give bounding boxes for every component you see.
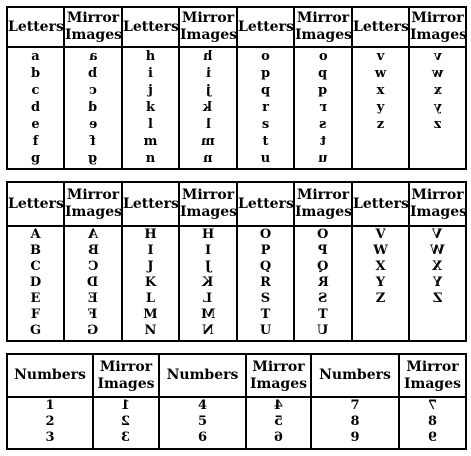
lowercase-mirror-table: [6, 6, 467, 170]
char: w: [374, 66, 387, 81]
mirror-glyph: [94, 414, 158, 430]
char: J: [147, 259, 154, 274]
glyph: [353, 243, 408, 259]
mirror-char: 4: [273, 398, 284, 413]
mirror-char: c: [89, 83, 97, 98]
mirror-glyph: [180, 307, 236, 323]
glyph: [238, 275, 293, 291]
mirror-char: R: [317, 275, 329, 290]
mirror-glyph: [180, 275, 236, 291]
char: K: [144, 275, 157, 290]
char: S: [260, 291, 271, 306]
mirror-glyph: [400, 430, 465, 446]
glyph: [123, 227, 178, 243]
header-numbers: Numbers: [159, 354, 246, 397]
char: 6: [197, 430, 208, 445]
mirror-char: n: [203, 151, 213, 166]
mirror-glyph: [65, 227, 121, 243]
mirror-char: C: [87, 259, 99, 274]
header-mirror-images: Mirror Images: [246, 354, 311, 397]
char: a: [31, 49, 40, 64]
char: r: [262, 100, 269, 115]
char: V: [375, 227, 386, 242]
mirror-glyph: [410, 65, 465, 82]
char: i: [148, 66, 153, 81]
char: L: [145, 291, 156, 306]
mirror-char: 7: [427, 398, 438, 413]
mirror-glyph: [65, 48, 121, 65]
char: d: [30, 100, 41, 115]
header-letters: Letters: [7, 7, 64, 47]
mirror-glyph: [295, 243, 351, 259]
mirror-char: F: [88, 307, 98, 322]
numbers-mirror-table: [6, 353, 467, 450]
mirror-glyph: [247, 414, 310, 430]
char: 2: [45, 414, 55, 429]
mirror-char: 8: [427, 414, 438, 429]
char: q: [260, 83, 271, 98]
mirror-glyph: [295, 116, 351, 133]
mirror-char: o: [318, 49, 328, 64]
mirror-glyph: [400, 398, 465, 414]
mirror-glyph: [65, 116, 121, 133]
glyph: [353, 99, 408, 116]
mirror-char: d: [88, 100, 98, 115]
char: C: [30, 259, 41, 274]
mirror-glyph: [180, 99, 236, 116]
header-mirror-images: Mirror Images: [399, 354, 466, 397]
glyph: [353, 65, 408, 82]
mirror-char: M: [200, 307, 216, 322]
glyph: [8, 48, 63, 65]
mirror-column: [399, 397, 466, 449]
glyph: [8, 227, 63, 243]
char: G: [29, 323, 42, 338]
mirror-column: [64, 226, 122, 341]
mirror-char: E: [88, 291, 98, 306]
mirror-char: j: [205, 83, 211, 98]
glyph: [8, 398, 92, 414]
char: W: [373, 243, 388, 258]
mirror-char: a: [88, 49, 98, 64]
char: o: [261, 49, 270, 64]
char: H: [144, 227, 157, 242]
mirror-column: [179, 226, 237, 341]
mirror-char: b: [88, 66, 98, 81]
mirror-glyph: [295, 65, 351, 82]
glyph: [123, 48, 178, 65]
mirror-glyph: [410, 259, 465, 275]
char: m: [143, 134, 158, 149]
mirror-char: 6: [273, 430, 284, 445]
glyph: [353, 48, 408, 65]
mirror-char: W: [430, 243, 445, 258]
mirror-char: x: [433, 83, 442, 98]
glyph: [238, 150, 293, 167]
header-mirror-images: Mirror Images: [64, 7, 122, 47]
header-letters: Letters: [122, 7, 179, 47]
mirror-glyph: [65, 323, 121, 339]
mirror-glyph: [65, 275, 121, 291]
header-letters: Letters: [352, 7, 409, 47]
char: y: [376, 100, 385, 115]
char: 8: [350, 414, 360, 429]
mirror-glyph: [180, 48, 236, 65]
mirror-glyph: [295, 291, 351, 307]
mirror-glyph: [247, 398, 310, 414]
glyph: [8, 133, 63, 150]
glyph: [123, 99, 178, 116]
letters-column: [352, 226, 409, 341]
mirror-char: Q: [317, 259, 329, 274]
mirror-glyph: [410, 275, 465, 291]
char: l: [148, 117, 153, 132]
mirror-char: 3: [121, 430, 131, 445]
letters-column: [237, 226, 294, 341]
header-mirror-images: Mirror Images: [294, 182, 352, 226]
glyph: [8, 82, 63, 99]
letters-column: [352, 47, 409, 169]
glyph: [123, 65, 178, 82]
glyph: [123, 133, 178, 150]
char: F: [30, 307, 41, 322]
mirror-glyph: [65, 243, 121, 259]
letters-column: [7, 226, 64, 341]
glyph: [238, 48, 293, 65]
mirror-char: y: [433, 100, 442, 115]
mirror-glyph: [295, 150, 351, 167]
char: c: [31, 83, 40, 98]
numbers-column: [311, 397, 399, 449]
mirror-char: H: [201, 227, 215, 242]
glyph: [353, 116, 408, 133]
glyph: [238, 65, 293, 82]
char: g: [30, 151, 41, 166]
mirror-char: h: [203, 49, 213, 64]
mirror-glyph: [180, 65, 236, 82]
mirror-char: L: [203, 291, 213, 306]
char: 3: [45, 430, 55, 445]
header-mirror-images: Mirror Images: [93, 354, 159, 397]
char: B: [30, 243, 41, 258]
mirror-char: Y: [432, 275, 443, 290]
mirror-char: g: [88, 151, 98, 166]
header-mirror-images: Mirror Images: [294, 7, 352, 47]
mirror-glyph: [180, 243, 236, 259]
mirror-glyph: [295, 307, 351, 323]
glyph: [123, 82, 178, 99]
mirror-char: X: [432, 259, 443, 274]
mirror-glyph: [410, 227, 465, 243]
mirror-char: I: [204, 243, 212, 258]
mirror-char: K: [202, 275, 214, 290]
char: s: [261, 117, 270, 132]
mirror-glyph: [295, 275, 351, 291]
mirror-glyph: [65, 65, 121, 82]
mirror-char: p: [318, 66, 328, 81]
mirror-glyph: [94, 430, 158, 446]
header-mirror-images: Mirror Images: [409, 182, 466, 226]
mirror-glyph: [295, 323, 351, 339]
char: N: [144, 323, 157, 338]
mirror-glyph: [400, 414, 465, 430]
glyph: [123, 323, 178, 339]
char: Q: [259, 259, 272, 274]
mirror-glyph: [94, 398, 158, 414]
glyph: [8, 65, 63, 82]
uppercase-mirror-table: [6, 181, 467, 342]
char: O: [259, 227, 272, 242]
mirror-glyph: [410, 291, 465, 307]
header-letters: Letters: [122, 182, 179, 226]
glyph: [312, 430, 398, 446]
header-numbers: Numbers: [7, 354, 93, 397]
glyph: [123, 291, 178, 307]
mirror-glyph: [410, 48, 465, 65]
glyph: [8, 307, 63, 323]
char: b: [30, 66, 41, 81]
char: v: [376, 49, 385, 64]
mirror-char: f: [90, 134, 96, 149]
letters-column: [237, 47, 294, 169]
glyph: [353, 291, 408, 307]
numbers-column: [7, 397, 93, 449]
mirror-glyph: [65, 150, 121, 167]
glyph: [8, 414, 92, 430]
glyph: [160, 398, 245, 414]
glyph: [238, 227, 293, 243]
glyph: [160, 414, 245, 430]
char: 1: [45, 398, 55, 413]
header-mirror-images: Mirror Images: [179, 7, 237, 47]
mirror-char: D: [87, 275, 99, 290]
glyph: [238, 243, 293, 259]
mirror-char: J: [204, 259, 212, 274]
char: Y: [375, 275, 386, 290]
mirror-glyph: [65, 82, 121, 99]
letters-column: [7, 47, 64, 169]
mirror-column: [294, 226, 352, 341]
mirror-glyph: [65, 133, 121, 150]
glyph: [312, 398, 398, 414]
char: 9: [350, 430, 360, 445]
char: E: [30, 291, 41, 306]
mirror-char: A: [87, 227, 99, 242]
mirror-glyph: [180, 133, 236, 150]
mirror-char: l: [205, 117, 211, 132]
mirror-char: z: [433, 117, 442, 132]
mirror-char: k: [203, 100, 213, 115]
mirror-char: V: [432, 227, 443, 242]
char: 5: [197, 414, 208, 429]
mirror-char: 2: [121, 414, 131, 429]
mirror-column: [179, 47, 237, 169]
glyph: [123, 259, 178, 275]
mirror-glyph: [295, 259, 351, 275]
char: U: [259, 323, 272, 338]
mirror-glyph: [180, 291, 236, 307]
glyph: [8, 275, 63, 291]
glyph: [238, 307, 293, 323]
header-letters: Letters: [237, 182, 294, 226]
char: X: [375, 259, 386, 274]
mirror-char: B: [87, 243, 99, 258]
mirror-column: [64, 47, 122, 169]
char: T: [260, 307, 271, 322]
mirror-glyph: [180, 82, 236, 99]
char: D: [29, 275, 42, 290]
header-mirror-images: Mirror Images: [409, 7, 466, 47]
mirror-char: m: [201, 134, 215, 149]
char: f: [32, 134, 39, 149]
char: t: [262, 134, 269, 149]
numbers-column: [159, 397, 246, 449]
letters-column: [122, 226, 179, 341]
char: k: [145, 100, 155, 115]
char: h: [145, 49, 156, 64]
glyph: [123, 307, 178, 323]
mirror-column: [246, 397, 311, 449]
header-letters: Letters: [237, 7, 294, 47]
mirror-char: T: [318, 307, 328, 322]
mirror-glyph: [180, 259, 236, 275]
glyph: [353, 259, 408, 275]
mirror-char: i: [205, 66, 211, 81]
glyph: [8, 243, 63, 259]
mirror-char: w: [431, 66, 444, 81]
mirror-char: r: [319, 100, 327, 115]
mirror-glyph: [180, 323, 236, 339]
glyph: [8, 99, 63, 116]
mirror-glyph: [410, 82, 465, 99]
char: n: [145, 151, 156, 166]
mirror-glyph: [295, 48, 351, 65]
char: A: [30, 227, 41, 242]
mirror-char: P: [318, 243, 328, 258]
mirror-char: 5: [273, 414, 284, 429]
glyph: [8, 291, 63, 307]
char: I: [147, 243, 154, 258]
header-mirror-images: Mirror Images: [179, 182, 237, 226]
char: x: [376, 83, 385, 98]
char: P: [260, 243, 271, 258]
mirror-char: G: [87, 323, 99, 338]
mirror-char: Z: [432, 291, 443, 306]
char: z: [376, 117, 385, 132]
glyph: [353, 275, 408, 291]
mirror-glyph: [295, 82, 351, 99]
glyph: [160, 430, 245, 446]
header-letters: Letters: [7, 182, 64, 226]
char: R: [260, 275, 271, 290]
char: 4: [197, 398, 208, 413]
mirror-char: 1: [121, 398, 131, 413]
char: j: [148, 83, 153, 98]
glyph: [238, 116, 293, 133]
char: Z: [375, 291, 386, 306]
mirror-char: O: [317, 227, 329, 242]
mirror-glyph: [410, 116, 465, 133]
mirror-glyph: [295, 99, 351, 116]
glyph: [238, 291, 293, 307]
glyph: [353, 82, 408, 99]
glyph: [238, 99, 293, 116]
mirror-column: [93, 397, 159, 449]
mirror-glyph: [65, 307, 121, 323]
glyph: [8, 430, 92, 446]
glyph: [123, 243, 178, 259]
mirror-column: [294, 47, 352, 169]
mirror-char: t: [319, 134, 326, 149]
glyph: [8, 259, 63, 275]
mirror-glyph: [65, 291, 121, 307]
mirror-char: s: [319, 117, 327, 132]
glyph: [312, 414, 398, 430]
header-letters: Letters: [352, 182, 409, 226]
char: p: [260, 66, 271, 81]
mirror-glyph: [410, 99, 465, 116]
mirror-char: U: [317, 323, 329, 338]
glyph: [8, 150, 63, 167]
char: u: [260, 151, 271, 166]
char: 7: [350, 398, 360, 413]
mirror-column: [409, 226, 466, 341]
mirror-char: v: [433, 49, 442, 64]
mirror-char: 9: [427, 430, 438, 445]
mirror-char: e: [88, 117, 98, 132]
glyph: [8, 323, 63, 339]
mirror-glyph: [180, 116, 236, 133]
glyph: [238, 323, 293, 339]
mirror-glyph: [65, 99, 121, 116]
glyph: [353, 227, 408, 243]
glyph: [8, 116, 63, 133]
mirror-char: N: [202, 323, 214, 338]
glyph: [238, 259, 293, 275]
mirror-glyph: [65, 259, 121, 275]
mirror-column: [409, 47, 466, 169]
mirror-char: q: [318, 83, 328, 98]
header-numbers: Numbers: [311, 354, 399, 397]
glyph: [123, 116, 178, 133]
mirror-glyph: [180, 150, 236, 167]
letters-column: [122, 47, 179, 169]
header-mirror-images: Mirror Images: [64, 182, 122, 226]
mirror-char: S: [318, 291, 328, 306]
mirror-glyph: [295, 133, 351, 150]
char: M: [143, 307, 158, 322]
mirror-char: u: [318, 151, 328, 166]
mirror-glyph: [295, 227, 351, 243]
glyph: [123, 275, 178, 291]
glyph: [238, 133, 293, 150]
glyph: [123, 150, 178, 167]
char: e: [31, 117, 40, 132]
mirror-glyph: [180, 227, 236, 243]
mirror-glyph: [410, 243, 465, 259]
mirror-glyph: [247, 430, 310, 446]
glyph: [238, 82, 293, 99]
